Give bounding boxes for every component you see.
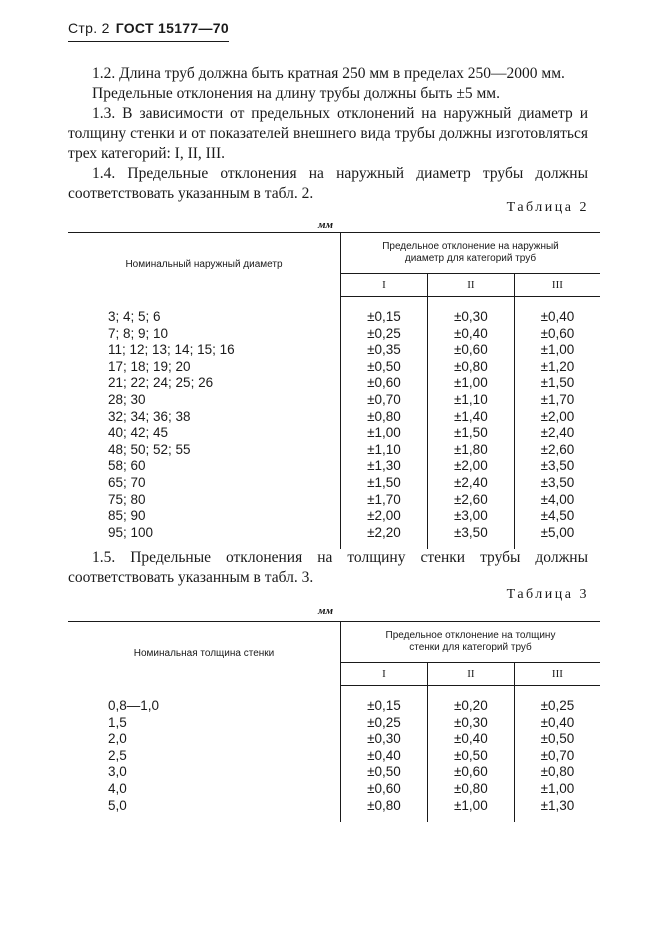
paragraph-length-tolerance: Предельные отклонения на длину трубы должны быть ±5 мм. (92, 85, 500, 102)
table-row (68, 392, 600, 409)
row-label: 1,5 (68, 715, 341, 732)
row-label: 58; 60 (68, 458, 341, 475)
paragraph-1-4: 1.4. Предельные отклонения на наружный диаметр трубы должны соответствовать указанным в табл. 2. (68, 165, 588, 202)
row-label: 0,8—1,0 (68, 698, 341, 715)
row-label: 32; 34; 36; 38 (68, 409, 341, 426)
row-label: 2,5 (68, 748, 341, 765)
tolerance-cell: ±0,25 (367, 325, 401, 341)
tolerance-cell: ±1,80 (427, 442, 514, 459)
table-2-category-header: II (427, 274, 514, 297)
table-row (68, 458, 600, 475)
table-row (68, 798, 600, 815)
tolerance-cell: ±0,80 (367, 408, 401, 424)
row-label: 4,0 (68, 781, 341, 798)
body-text-top (68, 64, 588, 204)
tolerance-cell: ±0,20 (427, 698, 514, 715)
tolerance-cell: ±2,40 (540, 425, 575, 441)
tolerance-cell: ±2,60 (540, 441, 575, 457)
table-3-category-header: I (341, 663, 428, 686)
table-row (68, 442, 600, 459)
table-row (68, 715, 600, 732)
tolerance-cell: ±1,00 (367, 425, 401, 441)
row-label: 65; 70 (68, 475, 341, 492)
table-2-body (68, 297, 600, 550)
tolerance-cell: ±1,30 (367, 458, 401, 474)
table-row (68, 781, 600, 798)
tolerance-cell: ±0,80 (427, 359, 514, 376)
tolerance-cell: ±0,80 (427, 781, 514, 798)
tolerance-cell: ±0,80 (367, 797, 401, 813)
row-label: 2,0 (68, 731, 341, 748)
table-3-category-header: II (427, 663, 514, 686)
tolerance-cell: ±0,50 (367, 764, 401, 780)
table-2-caption: Таблица 2 (506, 200, 589, 215)
standard-number: ГОСТ 15177—70 (115, 20, 229, 36)
table-3 (68, 621, 600, 822)
table-row (68, 425, 600, 442)
table-row (68, 359, 600, 376)
paragraph-1-3: 1.3. В зависимости от предельных отклонений на наружный диаметр и толщину стенки и от показателей внешнего вида трубы должны изготовляться трех категорий: I, II, III. (68, 105, 588, 162)
row-label: 48; 50; 52; 55 (68, 442, 341, 459)
running-head (68, 20, 229, 42)
tolerance-cell: ±3,50 (540, 474, 575, 490)
table-row (68, 748, 600, 765)
tolerance-cell: ±0,25 (367, 714, 401, 730)
tolerance-cell: ±1,50 (427, 425, 514, 442)
table-3-group-header: Предельное отклонение на толщину стенки для категорий труб (341, 622, 601, 663)
tolerance-cell: ±2,00 (427, 458, 514, 475)
tolerance-cell: ±1,70 (367, 491, 401, 507)
tolerance-cell: ±0,40 (540, 714, 575, 730)
tolerance-cell: ±0,15 (367, 698, 401, 713)
paragraph-1-2: 1.2. Длина труб должна быть кратная 250 мм в пределах 250—2000 мм. (92, 65, 565, 82)
row-label: 5,0 (68, 798, 341, 815)
table-row (68, 698, 600, 715)
table-row (68, 492, 600, 509)
tolerance-cell: ±3,50 (427, 525, 514, 542)
tolerance-cell: ±0,60 (427, 764, 514, 781)
tolerance-cell: ±0,15 (367, 309, 401, 324)
tolerance-cell: ±1,10 (427, 392, 514, 409)
tolerance-cell: ±1,40 (427, 409, 514, 426)
tolerance-cell: ±0,40 (427, 326, 514, 343)
paragraph-1-5: 1.5. Предельные отклонения на толщину стенки трубы должны соответствовать указанным в табл. 3. (68, 549, 588, 586)
tolerance-cell: ±0,70 (540, 747, 575, 763)
row-label: 85; 90 (68, 508, 341, 525)
row-label: 95; 100 (68, 525, 341, 542)
table-row (68, 326, 600, 343)
tolerance-cell: ±0,50 (540, 731, 575, 747)
tolerance-cell: ±0,40 (427, 731, 514, 748)
table-3-category-header: III (514, 663, 600, 686)
row-label: 21; 22; 24; 25; 26 (68, 375, 341, 392)
tolerance-cell: ±0,60 (427, 342, 514, 359)
table-2-category-header: I (341, 274, 428, 297)
table-row (68, 731, 600, 748)
tolerance-cell: ±1,00 (427, 798, 514, 815)
row-label: 40; 42; 45 (68, 425, 341, 442)
tolerance-cell: ±0,60 (540, 325, 575, 341)
tolerance-cell: ±1,30 (540, 797, 575, 813)
tolerance-cell: ±2,00 (367, 508, 401, 524)
table-2-name-header: Номинальный наружный диаметр (68, 233, 341, 297)
row-label: 28; 30 (68, 392, 341, 409)
tolerance-cell: ±1,70 (540, 391, 575, 407)
row-label: 3; 4; 5; 6 (68, 309, 341, 326)
table-row (68, 309, 600, 326)
tolerance-cell: ±0,50 (367, 358, 401, 374)
table-3-caption: Таблица 3 (506, 587, 589, 602)
row-label: 75; 80 (68, 492, 341, 509)
tolerance-cell: ±2,60 (427, 492, 514, 509)
tolerance-cell: ±0,30 (427, 309, 514, 326)
table-2-category-header: III (514, 274, 600, 297)
row-label: 11; 12; 13; 14; 15; 16 (68, 342, 341, 359)
tolerance-cell: ±0,60 (367, 780, 401, 796)
table-2-group-header: Предельное отклонение на наружный диаметр для категорий труб (341, 233, 601, 274)
row-label: 3,0 (68, 764, 341, 781)
tolerance-cell: ±1,20 (540, 358, 575, 374)
tolerance-cell: ±0,50 (427, 748, 514, 765)
page-label: Стр. 2 (68, 20, 110, 36)
table-row (68, 409, 600, 426)
tolerance-cell: ±0,60 (367, 375, 401, 391)
tolerance-cell: ±0,70 (367, 391, 401, 407)
table-row (68, 342, 600, 359)
tolerance-cell: ±0,40 (540, 309, 575, 324)
tolerance-cell: ±0,30 (427, 715, 514, 732)
tolerance-cell: ±2,20 (367, 524, 401, 540)
table-row (68, 525, 600, 542)
row-label: 17; 18; 19; 20 (68, 359, 341, 376)
tolerance-cell: ±4,00 (540, 491, 575, 507)
tolerance-cell: ±1,00 (540, 342, 575, 358)
tolerance-cell: ±3,00 (427, 508, 514, 525)
tolerance-cell: ±1,00 (427, 375, 514, 392)
table-3-unit: мм (318, 605, 334, 617)
tolerance-cell: ±3,50 (540, 458, 575, 474)
tolerance-cell: ±1,10 (367, 441, 401, 457)
tolerance-cell: ±1,00 (540, 780, 575, 796)
table-row (68, 508, 600, 525)
tolerance-cell: ±0,30 (367, 731, 401, 747)
tolerance-cell: ±0,40 (367, 747, 401, 763)
tolerance-cell: ±1,50 (540, 375, 575, 391)
tolerance-cell: ±5,00 (540, 524, 575, 540)
table-3-name-header: Номинальная толщина стенки (68, 622, 341, 686)
table-row (68, 764, 600, 781)
tolerance-cell: ±0,80 (540, 764, 575, 780)
tolerance-cell: ±0,25 (540, 698, 575, 713)
table-2-unit: мм (318, 219, 334, 231)
table-row (68, 375, 600, 392)
tolerance-cell: ±2,00 (540, 408, 575, 424)
body-text-bottom (68, 548, 588, 588)
table-row (68, 475, 600, 492)
tolerance-cell: ±0,35 (367, 342, 401, 358)
tolerance-cell: ±1,50 (367, 474, 401, 490)
row-label: 7; 8; 9; 10 (68, 326, 341, 343)
table-3-body (68, 686, 600, 823)
tolerance-cell: ±2,40 (427, 475, 514, 492)
table-2 (68, 232, 600, 549)
tolerance-cell: ±4,50 (540, 508, 575, 524)
